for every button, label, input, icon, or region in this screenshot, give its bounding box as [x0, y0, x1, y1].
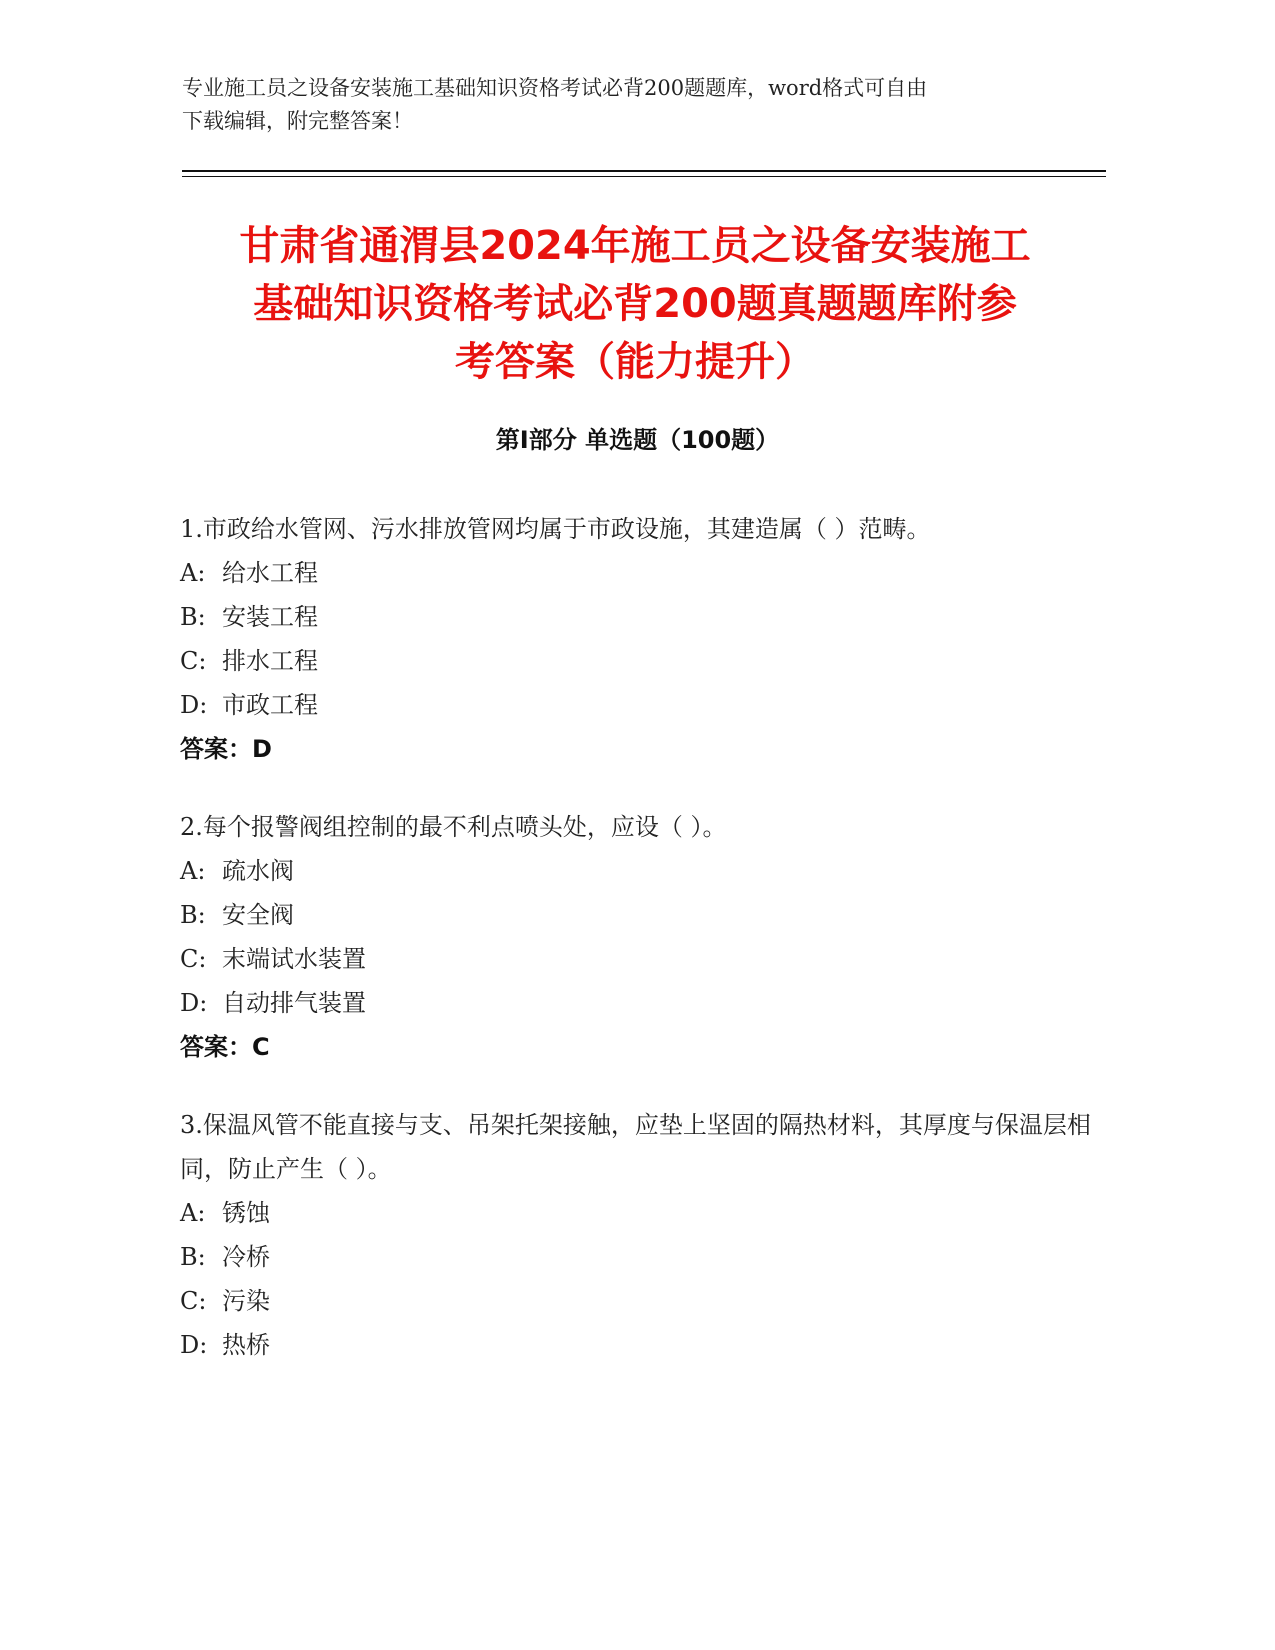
- option-a: [180, 849, 1100, 893]
- option-letter: A:: [180, 559, 206, 587]
- question-1: [180, 507, 1100, 771]
- option-letter: B:: [180, 603, 206, 631]
- option-b: [180, 893, 1100, 937]
- question-stem: 2.每个报警阀组控制的最不利点喷头处，应设（ ）。: [180, 813, 727, 841]
- option-letter: B:: [180, 1243, 206, 1271]
- option-text: 自动排气装置: [222, 989, 366, 1017]
- question-list: [180, 507, 1100, 1401]
- title-line: 基础知识资格考试必背200题真题题库附参: [253, 281, 1017, 327]
- question-2: [180, 805, 1100, 1069]
- option-text: 市政工程: [222, 691, 318, 719]
- option-letter: C:: [180, 945, 207, 973]
- option-text: 安全阀: [222, 901, 294, 929]
- option-letter: D:: [180, 989, 208, 1017]
- option-text: 给水工程: [222, 559, 318, 587]
- question-stem: 1.市政给水管网、污水排放管网均属于市政设施，其建造属（ ）范畴。: [180, 515, 931, 543]
- option-d: [180, 981, 1100, 1025]
- title-line: 甘肃省通渭县2024年施工员之设备安装施工: [239, 223, 1031, 269]
- option-text: 末端试水装置: [222, 945, 366, 973]
- option-text: 安装工程: [222, 603, 318, 631]
- option-letter: D:: [180, 691, 208, 719]
- header-note: [182, 72, 1082, 138]
- option-text: 热桥: [222, 1331, 270, 1359]
- option-letter: B:: [180, 901, 206, 929]
- header-note-line: 下载编辑，附完整答案！: [182, 109, 413, 133]
- header-divider: [182, 170, 1106, 172]
- option-a: [180, 1191, 1100, 1235]
- document-title: [120, 217, 1150, 391]
- option-letter: A:: [180, 1199, 206, 1227]
- title-line: 考答案（能力提升）: [455, 339, 815, 385]
- option-b: [180, 595, 1100, 639]
- header-divider-thin: [182, 176, 1106, 177]
- option-text: 污染: [222, 1287, 270, 1315]
- header-note-line: 专业施工员之设备安装施工基础知识资格考试必背200题题库，word格式可自由: [182, 76, 928, 100]
- section-heading: 第Ⅰ部分 单选题（100题）: [495, 426, 780, 454]
- option-c: [180, 937, 1100, 981]
- option-text: 锈蚀: [222, 1199, 270, 1227]
- option-letter: C:: [180, 1287, 207, 1315]
- option-letter: A:: [180, 857, 206, 885]
- option-d: [180, 683, 1100, 727]
- question-stem: 3.保温风管不能直接与支、吊架托架接触，应垫上坚固的隔热材料，其厚度与保温层相同，防止产生（ ）。: [180, 1111, 1091, 1183]
- option-letter: D:: [180, 1331, 208, 1359]
- option-text: 冷桥: [222, 1243, 270, 1271]
- option-a: [180, 551, 1100, 595]
- answer-line: 答案：C: [180, 1033, 270, 1061]
- option-c: [180, 639, 1100, 683]
- option-b: [180, 1235, 1100, 1279]
- option-c: [180, 1279, 1100, 1323]
- option-text: 排水工程: [222, 647, 318, 675]
- option-d: [180, 1323, 1100, 1367]
- answer-line: 答案：D: [180, 735, 272, 763]
- option-letter: C:: [180, 647, 207, 675]
- question-3: [180, 1103, 1100, 1367]
- option-text: 疏水阀: [222, 857, 294, 885]
